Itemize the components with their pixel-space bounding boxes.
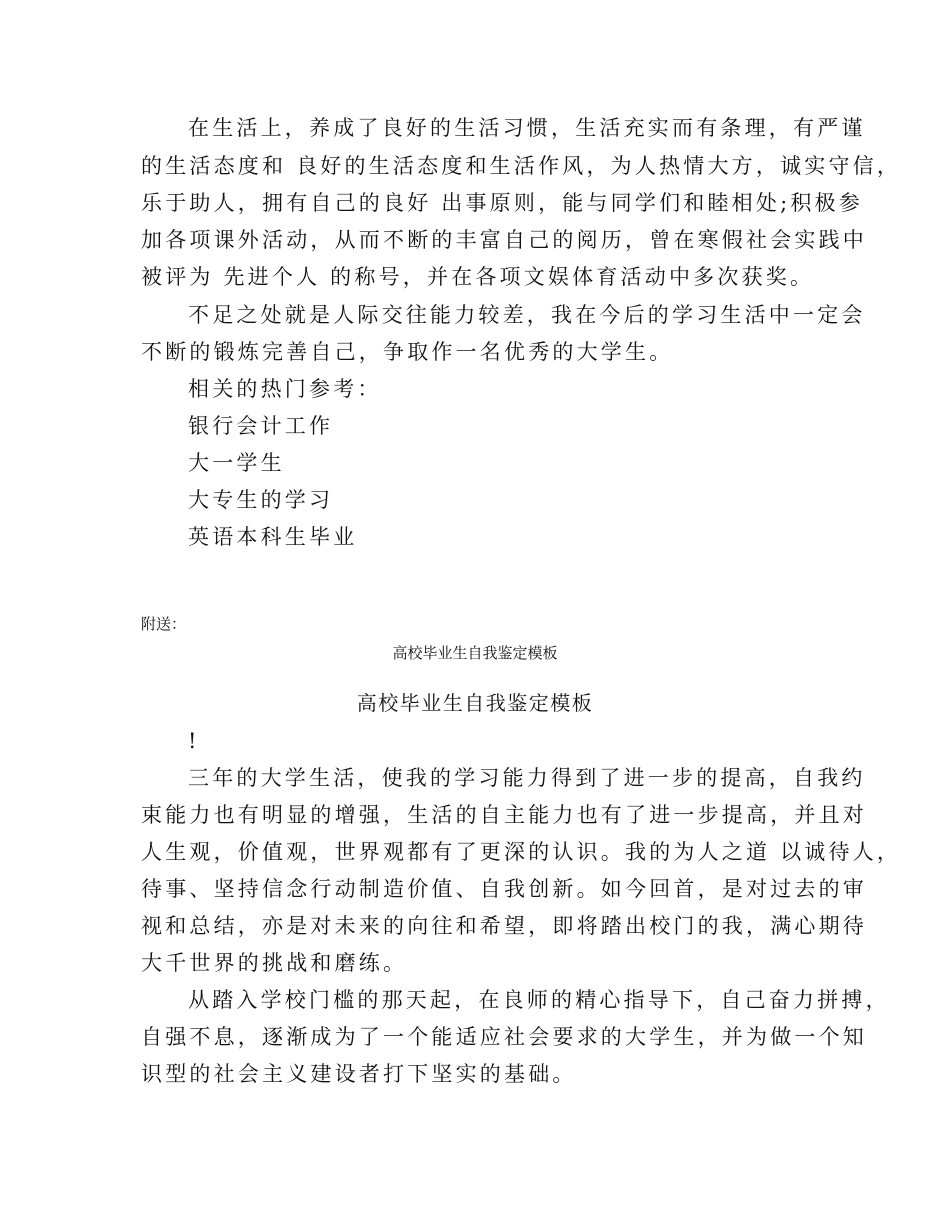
paragraph-line: 加各项课外活动，从而不断的丰富自己的阅历，曾在寒假社会实践中	[141, 228, 867, 252]
related-heading: 相关的热门参考：	[188, 377, 382, 401]
paragraph-line: 大千世界的挑战和磨练。	[141, 951, 408, 975]
paragraph-line: 的生活态度和 良好的生活态度和生活作风，为人热情大方，诚实守信，	[141, 154, 902, 178]
paragraph-line: 在生活上，养成了良好的生活习惯，生活充实而有条理，有严谨	[188, 116, 866, 140]
paragraph-line: 被评为 先进个人 的称号，并在各项文娱体育活动中多次获奖。	[141, 265, 815, 289]
paragraph-line: 待事、坚持信念行动制造价值、自我创新。如今回首，是对过去的审	[141, 877, 867, 901]
paragraph-line: 人生观，价值观，世界观都有了更深的认识。我的为人之道 以诚待人，	[141, 840, 902, 864]
appendix-label: 附送：	[141, 615, 187, 633]
paragraph-line: 乐于助人，拥有自己的良好 出事原则，能与同学们和睦相处;积极参	[141, 191, 863, 215]
related-link[interactable]: 大专生的学习	[188, 488, 334, 512]
paragraph-line: 自强不息，逐渐成为了一个能适应社会要求的大学生，并为做一个知	[141, 1025, 867, 1049]
paragraph-line: 三年的大学生活，使我的学习能力得到了进一步的提高，自我约	[188, 766, 866, 790]
related-link[interactable]: 银行会计工作	[188, 414, 334, 438]
paragraph-line: 从踏入学校门槛的那天起，在良师的精心指导下，自己奋力拼搏，	[188, 988, 890, 1012]
related-link[interactable]: 大一学生	[188, 451, 285, 475]
paragraph-line: 识型的社会主义建设者打下坚实的基础。	[141, 1062, 577, 1086]
paragraph-line: 束能力也有明显的增强，生活的自主能力也有了进一步提高，并且对	[141, 803, 867, 827]
appendix-title: 高校毕业生自我鉴定模板	[356, 691, 594, 715]
paragraph-line: 视和总结，亦是对未来的向往和希望，即将踏出校门的我，满心期待	[141, 914, 867, 938]
exclaim-mark: !	[188, 729, 200, 753]
appendix-small-title: 高校毕业生自我鉴定模板	[392, 644, 558, 662]
paragraph-line: 不足之处就是人际交往能力较差，我在今后的学习生活中一定会	[188, 303, 866, 327]
paragraph-line: 不断的锻炼完善自己，争取作一名优秀的大学生。	[141, 340, 674, 364]
related-link[interactable]: 英语本科生毕业	[188, 525, 358, 549]
